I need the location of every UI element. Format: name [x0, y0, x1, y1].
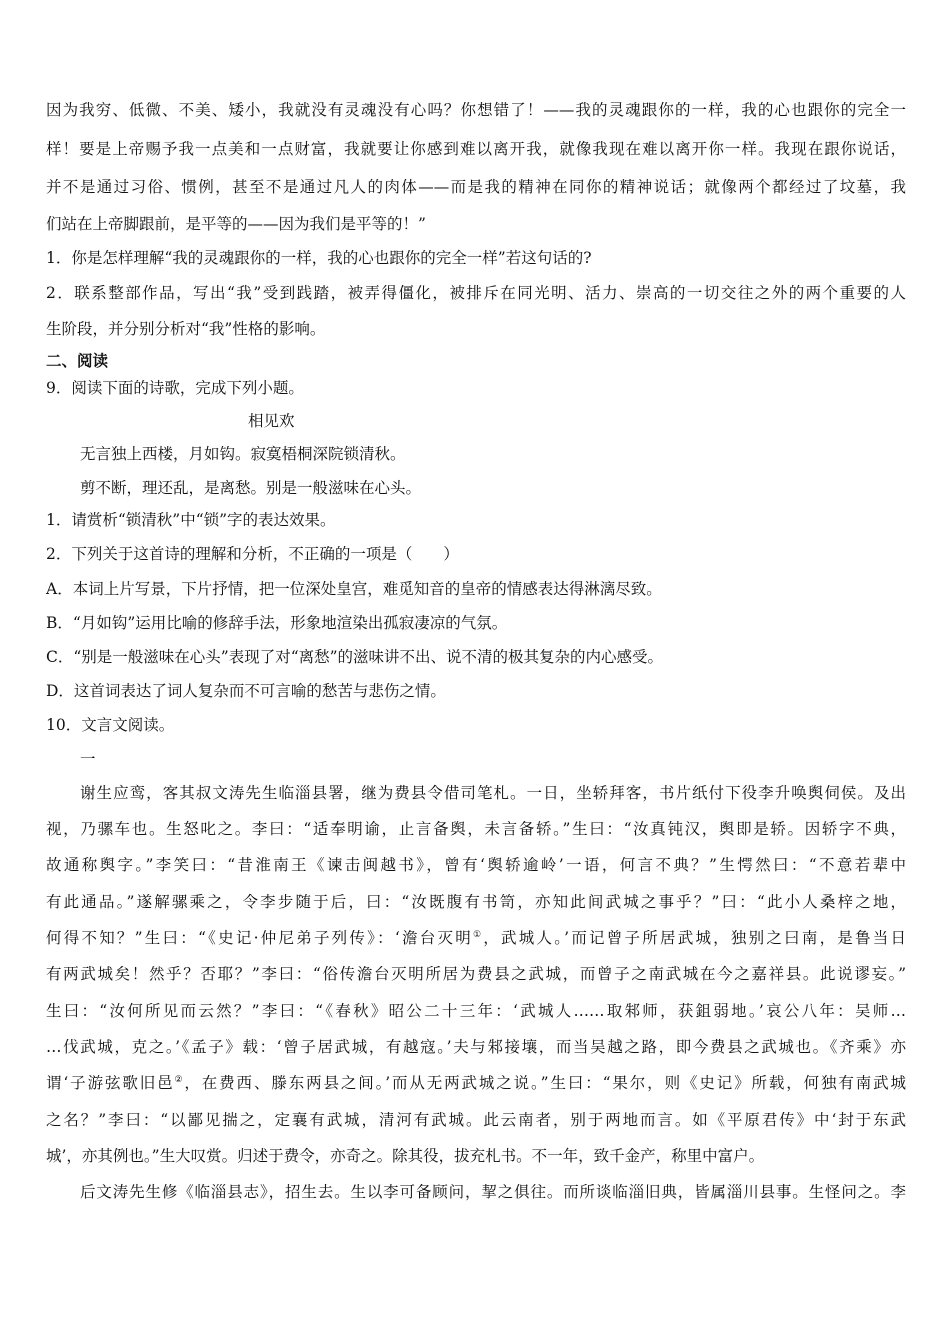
passage-line-4: 们站在上帝脚跟前，是平等的——因为我们是平等的！” [46, 215, 426, 233]
question-10: 10．文言文阅读。 [46, 716, 175, 734]
question-9: 9．阅读下面的诗歌，完成下列小题。 [46, 379, 304, 397]
question-8-2-line-1: 2．联系整部作品，写出“我”受到践踏，被弄得僵化，被排斥在同光明、活力、崇高的一切交往之外的两个重要的人 [46, 284, 906, 302]
option-d: D．这首词表达了词人复杂而不可言喻的愁苦与悲伤之情。 [46, 682, 446, 700]
option-a: A．本词上片写景，下片抒情，把一位深处皇宫，难觅知音的皇帝的情感表达得淋漓尽致。 [46, 580, 662, 598]
classical-line-9-b: ，在费西、滕东两县之间。’而从无两武城之说。”生曰：“果尔，则《史记》所载，何独有南武城 [184, 1074, 906, 1092]
question-8-2-line-2: 生阶段，并分别分析对“我”性格的影响。 [46, 320, 326, 338]
classical-line-4: 有此通品。”遂解骡乘之，令李步随于后，曰：“汝既腹有书笥，亦知此间武城之事乎？”曰：“此小人桑梓之地， [46, 893, 906, 911]
poem-title: 相见欢 [248, 412, 295, 430]
classical-line-5 [46, 927, 906, 949]
classical-line-5-a: 何得不知？”生曰：“《史记·仲尼弟子列传》：‘澹台灭明 [46, 929, 473, 947]
classical-line-9 [46, 1072, 906, 1094]
section-heading: 二、阅读 [46, 353, 109, 370]
classical-line-5-b: ，武城人。’而记曾子所居武城，独别之曰南，是鲁当日 [483, 929, 906, 947]
option-b: B．“月如钩”运用比喻的修辞手法，形象地渲染出孤寂凄凉的气氛。 [46, 614, 508, 632]
poem-line-2: 剪不断，理还乱，是离愁。别是一般滋味在心头。 [80, 479, 422, 497]
classical-line-9-a: 谓‘子游弦歌旧邑 [46, 1074, 175, 1092]
classical-line-3: 故通称舆字。”李笑曰：“昔淮南王《谏击闽越书》，曾有‘舆轿逾岭’一语，何言不典？”生愕然曰：“不意若辈中 [46, 856, 906, 874]
question-9-2: 2．下列关于这首诗的理解和分析，不正确的一项是（ ） [46, 545, 459, 563]
classical-line-2: 视，乃骡车也。生怒叱之。李曰：“适奉明谕，止言备舆，未言备轿。”生曰：“汝真钝汉，舆即是轿。因轿字不典， [46, 820, 906, 838]
classical-paragraph-2-line-1: 后文涛先生修《临淄县志》，招生去。生以李可备顾问，挈之俱往。而所谈临淄旧典，皆属淄川县事。生怪问之。李 [80, 1183, 906, 1201]
passage-line-1: 因为我穷、低微、不美、矮小，我就没有灵魂没有心吗？你想错了！——我的灵魂跟你的一样，我的心也跟你的完全一 [46, 101, 906, 119]
classical-line-7: 生曰：“汝何所见而云然？”李曰：“《春秋》昭公二十三年：‘武城人……取邾师，获鉏弱地。’哀公八年：吴师… [46, 1002, 906, 1020]
passage-line-2: 样！要是上帝赐予我一点美和一点财富，我就要让你感到难以离开我，就像我现在难以离开你一样。我现在跟你说话， [46, 140, 906, 158]
classical-line-10: 之名？”李曰：“以鄙见揣之，定襄有武城，清河有武城。此云南者，别于两地而言。如《平原君传》中‘封于东武 [46, 1111, 906, 1129]
classical-line-1: 谢生应鸾，客其叔文涛先生临淄县署，继为费县令借司笔札。一日，坐轿拜客，书片纸付下役李升唤舆伺侯。及出 [80, 784, 906, 802]
option-c: C．“别是一般滋味在心头”表现了对“离愁”的滋味讲不出、说不清的极其复杂的内心感受。 [46, 648, 664, 666]
poem-line-1: 无言独上西楼，月如钩。寂寞梧桐深院锁清秋。 [80, 445, 406, 463]
classical-line-6: 有两武城矣！然乎？否耶？”李曰：“俗传澹台灭明所居为费县之武城，而曾子之南武城在今之嘉祥县。此说谬妄。” [46, 965, 906, 983]
footnote-marker-1: ① [472, 929, 484, 940]
part-label: 一 [80, 750, 96, 768]
passage-line-3: 并不是通过习俗、惯例，甚至不是通过凡人的肉体——而是我的精神在同你的精神说话；就像两个都经过了坟墓，我 [46, 178, 906, 196]
question-9-1: 1．请赏析“锁清秋”中“锁”字的表达效果。 [46, 511, 336, 529]
classical-line-8: …伐武城，克之。’《孟子》载：‘曾子居武城，有越寇。’夫与邾接壤，而当吴越之路，即今费县之武城也。《齐乘》亦 [46, 1038, 906, 1056]
question-8-1: 1．你是怎样理解“我的灵魂跟你的一样，我的心也跟你的完全一样”若这句话的? [46, 249, 592, 267]
footnote-marker-2: ② [174, 1074, 185, 1085]
classical-line-11: 城’，亦其例也。”生大叹赏。归述于费令，亦奇之。除其役，拔充札书。不一年，致千金产，称里中富户。 [46, 1147, 765, 1165]
